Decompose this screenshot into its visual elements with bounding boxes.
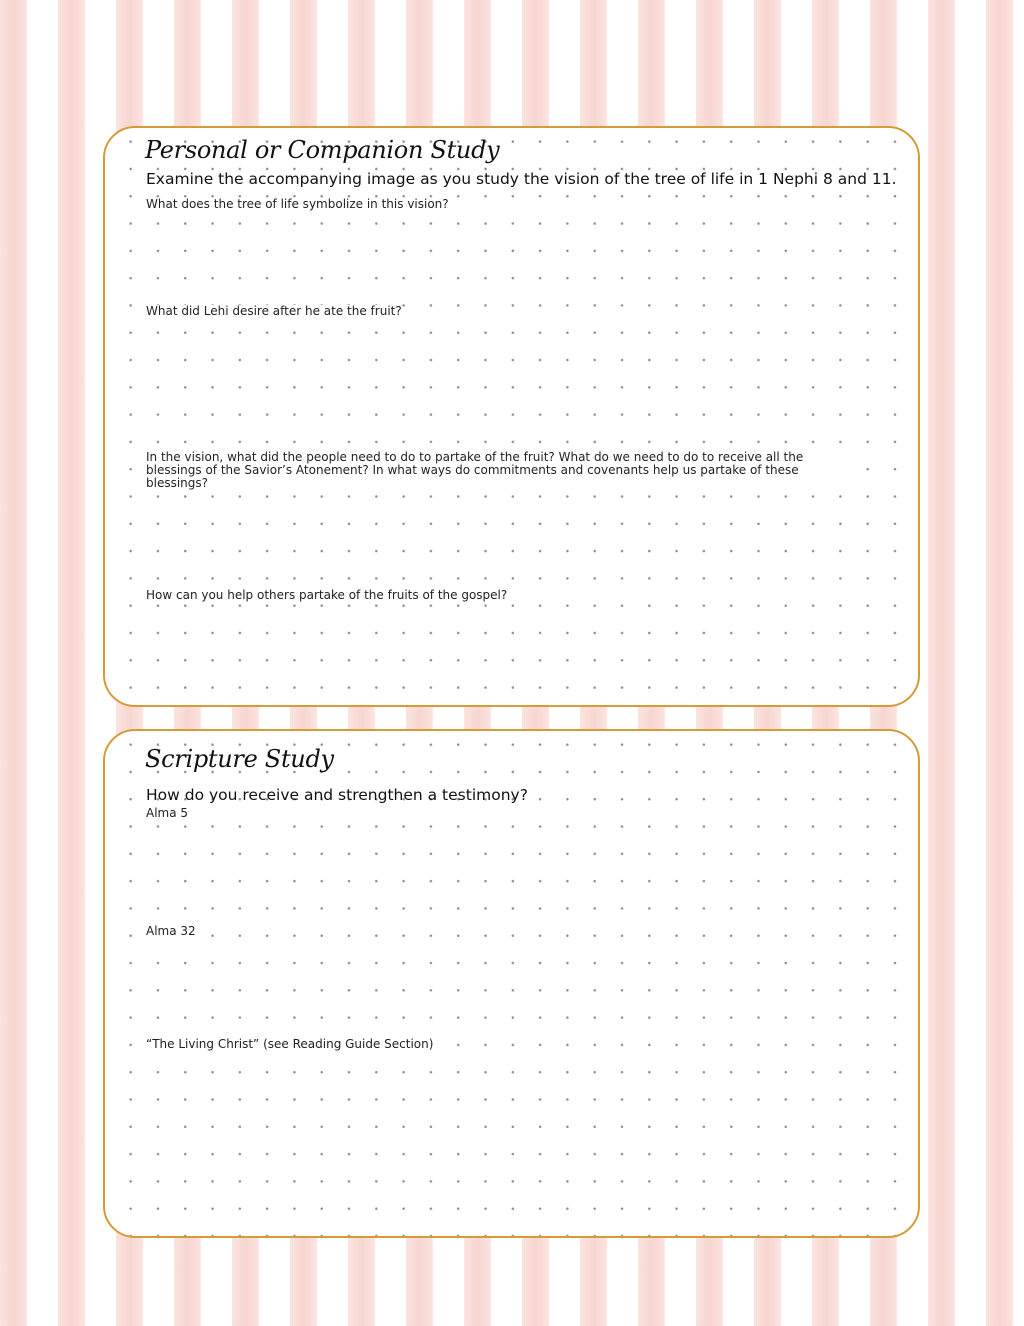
- personal-study-heading: Personal or Companion Study: [145, 136, 500, 164]
- scripture-study-question: How do you receive and strengthen a testimony?: [146, 786, 528, 804]
- question-help-others: How can you help others partake of the fruits of the gospel?: [146, 588, 508, 602]
- question-tree-of-life: What does the tree of life symbolize in this vision?: [146, 197, 449, 211]
- personal-study-intro: Examine the accompanying image as you study the vision of the tree of life in 1 Nephi 8 and 11.: [146, 170, 897, 188]
- reference-alma-5: Alma 5: [146, 806, 189, 820]
- question-lehi-desire: What did Lehi desire after he ate the fruit?: [146, 304, 402, 318]
- scripture-study-heading: Scripture Study: [145, 745, 334, 773]
- scripture-study-card: [103, 729, 920, 1238]
- reference-living-christ: “The Living Christ” (see Reading Guide Section): [146, 1037, 434, 1051]
- personal-study-card: [103, 126, 920, 707]
- question-partake-fruit: In the vision, what did the people need to do to partake of the fruit? What do we need to do to receive all the blessings of the Savior’s Atonement? In what ways do commitments and covenants help us partake of these blessings?: [146, 451, 846, 490]
- reference-alma-32: Alma 32: [146, 924, 196, 938]
